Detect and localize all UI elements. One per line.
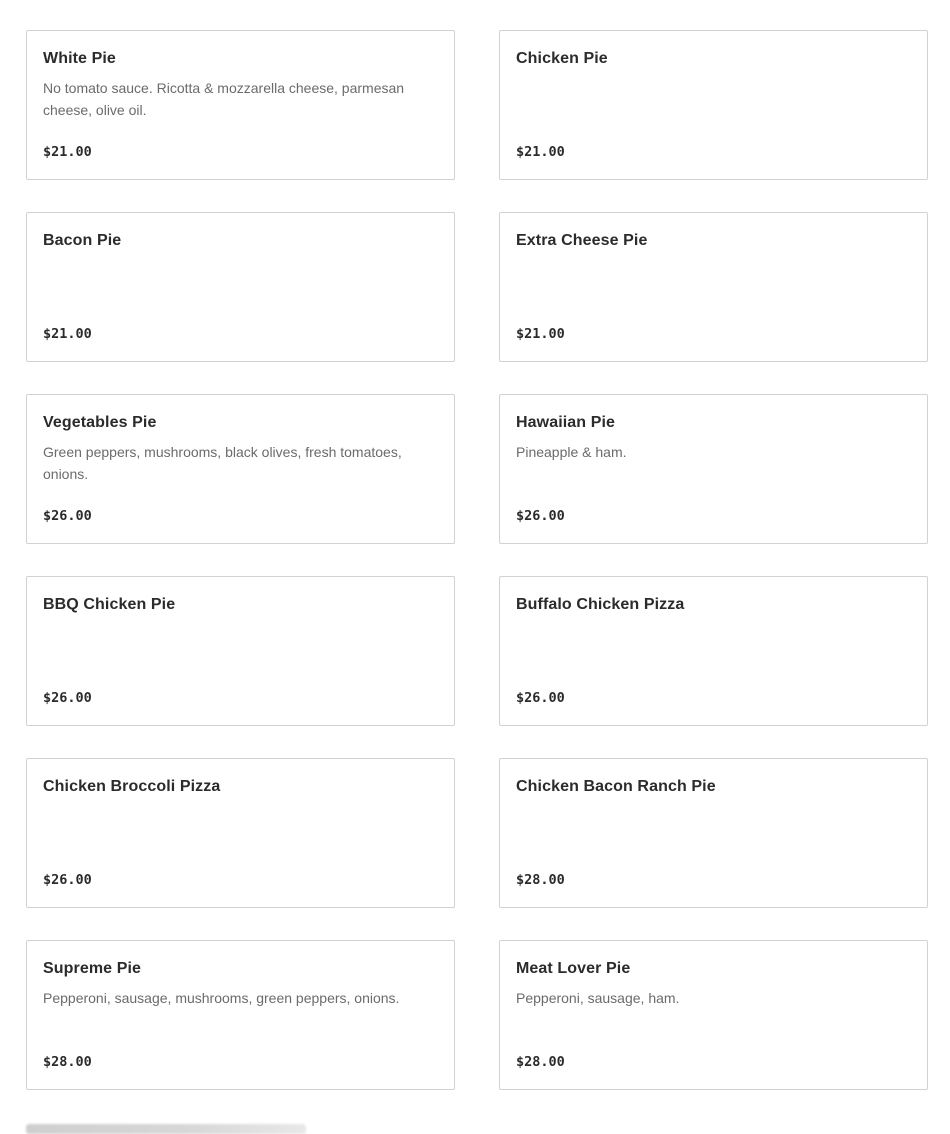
menu-item-card[interactable]: [499, 576, 928, 726]
menu-item-description: No tomato sauce. Ricotta & mozzarella cheese, parmesan cheese, olive oil.: [43, 80, 405, 118]
menu-item-card[interactable]: [26, 30, 455, 180]
menu-item-name: Meat Lover Pie: [516, 960, 631, 977]
menu-item-description: Pepperoni, sausage, ham.: [516, 990, 680, 1006]
menu-item-name: Chicken Pie: [516, 50, 608, 67]
menu-item-price: $28.00: [516, 1054, 565, 1070]
menu-item-name: BBQ Chicken Pie: [43, 596, 176, 613]
section-description-cutoff: [26, 0, 826, 5]
menu-item-name: Chicken Bacon Ranch Pie: [516, 778, 716, 795]
menu-item-price: $21.00: [43, 144, 92, 160]
menu-item-price: $21.00: [516, 326, 565, 342]
menu-item-price: $28.00: [43, 1054, 92, 1070]
menu-item-card[interactable]: [26, 212, 455, 362]
menu-item-name: Vegetables Pie: [43, 414, 157, 431]
menu-item-card[interactable]: [26, 940, 455, 1090]
menu-item-card[interactable]: [499, 30, 928, 180]
menu-item-card[interactable]: [499, 940, 928, 1090]
menu-item-card[interactable]: [26, 394, 455, 544]
next-section-heading-cutoff: [26, 1124, 306, 1134]
menu-item-price: $26.00: [516, 508, 565, 524]
menu-item-name: White Pie: [43, 50, 116, 67]
menu-item-price: $28.00: [516, 872, 565, 888]
menu-item-card[interactable]: [499, 212, 928, 362]
menu-item-price: $26.00: [43, 508, 92, 524]
menu-item-price: $21.00: [43, 326, 92, 342]
menu-item-description: Pineapple & ham.: [516, 444, 627, 460]
menu-item-name: Extra Cheese Pie: [516, 232, 648, 249]
menu-item-card[interactable]: [499, 758, 928, 908]
menu-item-description: Green peppers, mushrooms, black olives, fresh tomatoes, onions.: [43, 444, 402, 482]
menu-item-price: $26.00: [516, 690, 565, 706]
menu-item-price: $26.00: [43, 872, 92, 888]
menu-item-card[interactable]: [499, 394, 928, 544]
menu-item-name: Hawaiian Pie: [516, 414, 616, 431]
menu-item-name: Buffalo Chicken Pizza: [516, 596, 685, 613]
menu-item-card[interactable]: [26, 576, 455, 726]
menu-item-name: Bacon Pie: [43, 232, 122, 249]
menu-item-price: $26.00: [43, 690, 92, 706]
menu-item-description: Pepperoni, sausage, mushrooms, green peppers, onions.: [43, 990, 400, 1006]
menu-item-name: Chicken Broccoli Pizza: [43, 778, 221, 795]
menu-grid: [26, 30, 928, 1090]
menu-item-name: Supreme Pie: [43, 960, 142, 977]
menu-item-price: $21.00: [516, 144, 565, 160]
menu-item-card[interactable]: [26, 758, 455, 908]
